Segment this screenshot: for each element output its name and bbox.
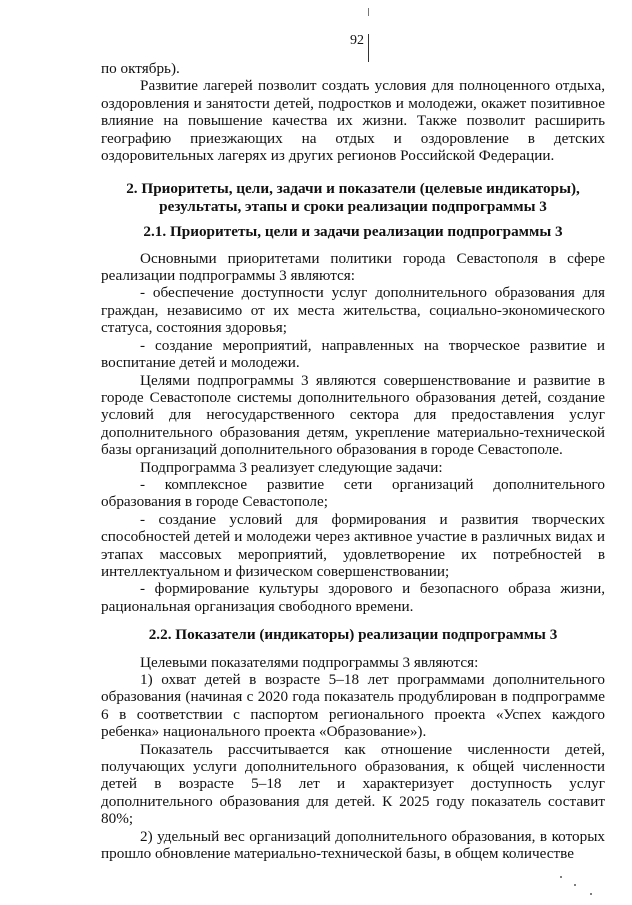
paragraph-continuation: по октябрь). [101, 60, 180, 77]
list-item-coverage: 1) охват детей в возрасте 5–18 лет программами дополнительного образования (начиная с 2020 года показатель продублирован в подпрограмме 6 в соответствии с паспортом регионального проекта «Успех каждого ребенка» национального проекта «Образование»). [101, 671, 605, 741]
section-heading-2: 2. Приоритеты, цели, задачи и показатели (целевые индикаторы), результаты, этапы и сроки реализации подпрограммы 3 [126, 180, 580, 215]
scan-speck [560, 876, 562, 878]
scan-speck [574, 884, 576, 886]
paragraph-calculation: Показатель рассчитывается как отношение численности детей, получающих услуги дополнительного образования, к общей численности детей в возрасте 5–18 лет и характеризует доступность услуг дополнительного образования для детей. К 2025 году показатель составит 80%; [101, 740, 605, 828]
page-number: 92 [350, 33, 364, 48]
list-item-healthy-lifestyle: - формирование культуры здорового и безопасного образа жизни, рациональная организация свободного времени. [101, 580, 605, 615]
list-item-share: 2) удельный вес организаций дополнительного образования, в которых прошло обновление материально-технической базы, в общем количестве [101, 827, 605, 863]
scan-speck [590, 893, 592, 895]
list-item-accessibility: - обеспечение доступности услуг дополнительного образования для граждан, независимо от их места жительства, социально-экономического статуса, состояния здоровья; [101, 284, 605, 337]
paragraph-indicators-intro: Целевыми показателями подпрограммы 3 являются: [140, 653, 479, 671]
subsection-heading-2-1: 2.1. Приоритеты, цели и задачи реализации подпрограммы 3 [143, 223, 563, 241]
paragraph-camps: Развитие лагерей позволит создать условия для полноценного отдыха, оздоровления и занятости детей, подростков и молодежи, окажет позитивное влияние на повышение качества их жизни. Также позволит расширить географию приезжающих на отдых и оздоровление в детских оздоровительных лагерях из других регионов Российской Федерации. [101, 77, 605, 165]
list-item-creativity: - создание условий для формирования и развития творческих способностей детей и молодежи через активное участие в различных видах и этапах массовых мероприятий, удовлетворение их потребностей в интеллектуальном и физическом совершенствовании; [101, 510, 605, 580]
paragraph-priorities: Основными приоритетами политики города Севастополя в сфере реализации подпрограммы 3 являются: [101, 249, 605, 285]
subsection-heading-2-2: 2.2. Показатели (индикаторы) реализации подпрограммы 3 [148, 626, 558, 644]
scan-mark-top [368, 8, 369, 16]
list-item-events: - создание мероприятий, направленных на творческое развитие и воспитание детей и молодежи. [101, 336, 605, 372]
paragraph-tasks-intro: Подпрограмма 3 реализует следующие задачи: [140, 458, 443, 476]
document-body [101, 60, 605, 862]
list-item-network: - комплексное развитие сети организаций дополнительного образования в городе Севастополе; [101, 475, 605, 511]
margin-line [368, 34, 369, 62]
paragraph-goals: Целями подпрограммы 3 являются совершенствование и развитие в городе Севастополе системы дополнительного образования детей, создание условий для негосударственного сектора для предоставления услуг дополнительного образования детям, укрепление материально-технической базы организаций дополнительного образования в городе Севастополе. [101, 371, 605, 459]
